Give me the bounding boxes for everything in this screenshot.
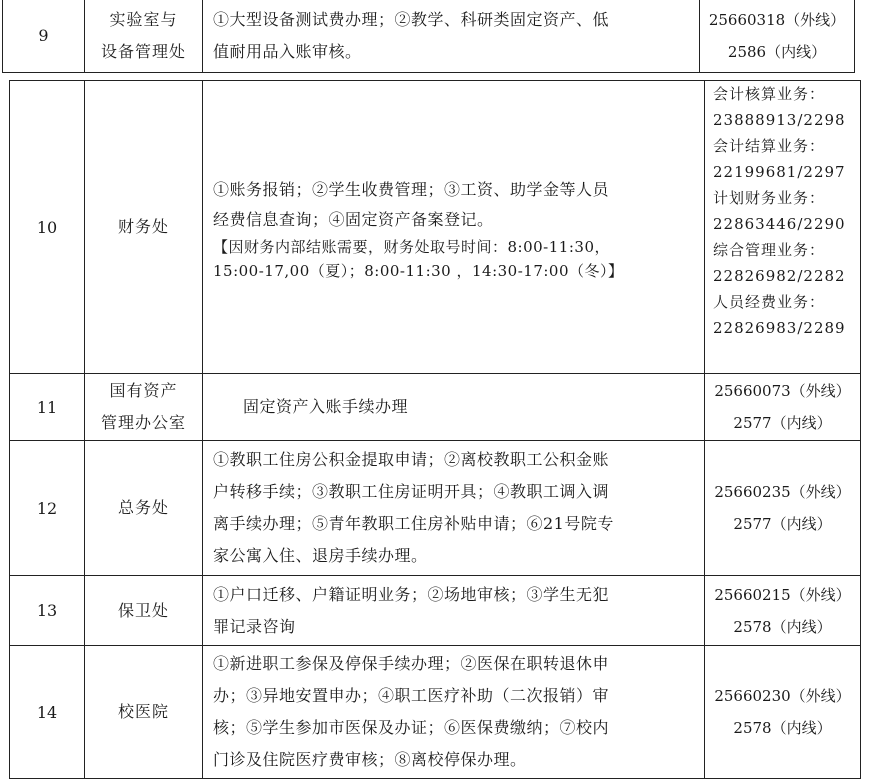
row-number: 14 xyxy=(10,646,85,779)
task-line: ①新进职工参保及停保手续办理；②医保在职转退休申 xyxy=(213,654,610,673)
task-line: 门诊及住院医疗费审核；⑧离校停保办理。 xyxy=(213,750,527,769)
task-line: 离手续办理；⑤青年教职工住房补贴申请；⑥21号院专 xyxy=(213,514,614,533)
department-line: 国有资产 xyxy=(109,381,178,400)
phone-line: 25660318（外线） xyxy=(708,10,846,29)
phone-line: 2578（内线） xyxy=(733,617,832,636)
task-line: 固定资产入账手续办理 xyxy=(243,397,409,416)
phone-cell xyxy=(705,374,861,441)
department-cell: 保卫处 xyxy=(85,576,203,646)
task-line: ①户口迁移、户籍证明业务；②场地审核；③学生无犯 xyxy=(213,584,610,604)
row-number: 11 xyxy=(10,374,85,441)
phone-line: 25660235（外线） xyxy=(714,483,851,501)
department-cell xyxy=(85,0,203,73)
table-row xyxy=(10,374,861,441)
table-row xyxy=(10,576,861,646)
row-number: 12 xyxy=(10,441,85,576)
phone-line: 计划财务业务： xyxy=(713,189,826,207)
task-cell xyxy=(203,576,705,646)
department-cell: 总务处 xyxy=(85,441,203,576)
task-line: 家公寓入住、退房手续办理。 xyxy=(213,546,428,565)
task-line: 经费信息查询；④固定资产备案登记。 xyxy=(213,210,494,229)
office-hours-note: 【因财务内部结账需要，财务处取号时间：8:00-11:30， xyxy=(213,238,610,256)
department-line: 设备管理处 xyxy=(100,41,186,61)
table-row xyxy=(3,0,855,73)
phone-line: 综合管理业务： xyxy=(713,241,826,259)
department-line: 实验室与 xyxy=(109,9,178,29)
phone-cell xyxy=(705,576,861,646)
table-row xyxy=(10,441,861,576)
phone-line: 人员经费业务： xyxy=(713,293,826,311)
phone-line: 25660215（外线） xyxy=(714,585,851,604)
task-line: ①账务报销；②学生收费管理；③工资、助学金等人员 xyxy=(213,180,610,199)
task-line: 值耐用品入账审核。 xyxy=(213,41,362,61)
phone-line: 23888913/2298 xyxy=(713,111,846,129)
task-line: 办；③异地安置申办；④职工医疗补助（二次报销）审 xyxy=(213,686,610,705)
phone-line: 会计核算业务： xyxy=(713,85,826,103)
task-cell xyxy=(203,646,705,779)
phone-line: 22826982/2282 xyxy=(713,267,846,285)
phone-line: 会计结算业务： xyxy=(713,137,826,155)
task-cell xyxy=(203,374,705,441)
row-number: 9 xyxy=(3,0,85,73)
phone-line: 2586（内线） xyxy=(727,42,827,61)
row-number: 10 xyxy=(10,81,85,374)
office-hours-note: 15:00-17,00（夏）；8:00-11:30 ，14:30-17:00（冬）】 xyxy=(213,262,624,280)
phone-line: 2577（内线） xyxy=(733,515,832,533)
row-number: 13 xyxy=(10,576,85,646)
phone-cell xyxy=(705,81,861,374)
task-line: ①大型设备测试费办理；②教学、科研类固定资产、低 xyxy=(213,9,610,29)
phone-line: 2578（内线） xyxy=(733,719,832,737)
task-line: 户转移手续；③教职工住房证明开具；④教职工调入调 xyxy=(213,482,610,501)
phone-line: 25660230（外线） xyxy=(714,687,851,705)
department-cell: 财务处 xyxy=(85,81,203,374)
task-line: 罪记录咨询 xyxy=(213,616,296,636)
table-row xyxy=(10,81,861,374)
table-row xyxy=(10,646,861,779)
phone-cell xyxy=(705,646,861,779)
task-cell xyxy=(203,441,705,576)
phone-line: 2577（内线） xyxy=(733,414,832,432)
phone-line: 22826983/2289 xyxy=(713,319,846,337)
main-table xyxy=(9,80,861,779)
task-cell xyxy=(203,0,700,73)
department-line: 管理办公室 xyxy=(100,413,186,432)
department-cell: 校医院 xyxy=(85,646,203,779)
department-cell xyxy=(85,374,203,441)
phone-line: 25660073（外线） xyxy=(714,382,851,400)
phone-cell xyxy=(700,0,855,73)
top-table xyxy=(2,0,855,73)
phone-line: 22863446/2290 xyxy=(713,215,846,233)
phone-line: 22199681/2297 xyxy=(713,163,846,181)
task-line: 核；⑤学生参加市医保及办证；⑥医保费缴纳；⑦校内 xyxy=(213,718,610,737)
phone-cell xyxy=(705,441,861,576)
task-cell xyxy=(203,81,705,374)
task-line: ①教职工住房公积金提取申请；②离校教职工公积金账 xyxy=(213,450,610,469)
